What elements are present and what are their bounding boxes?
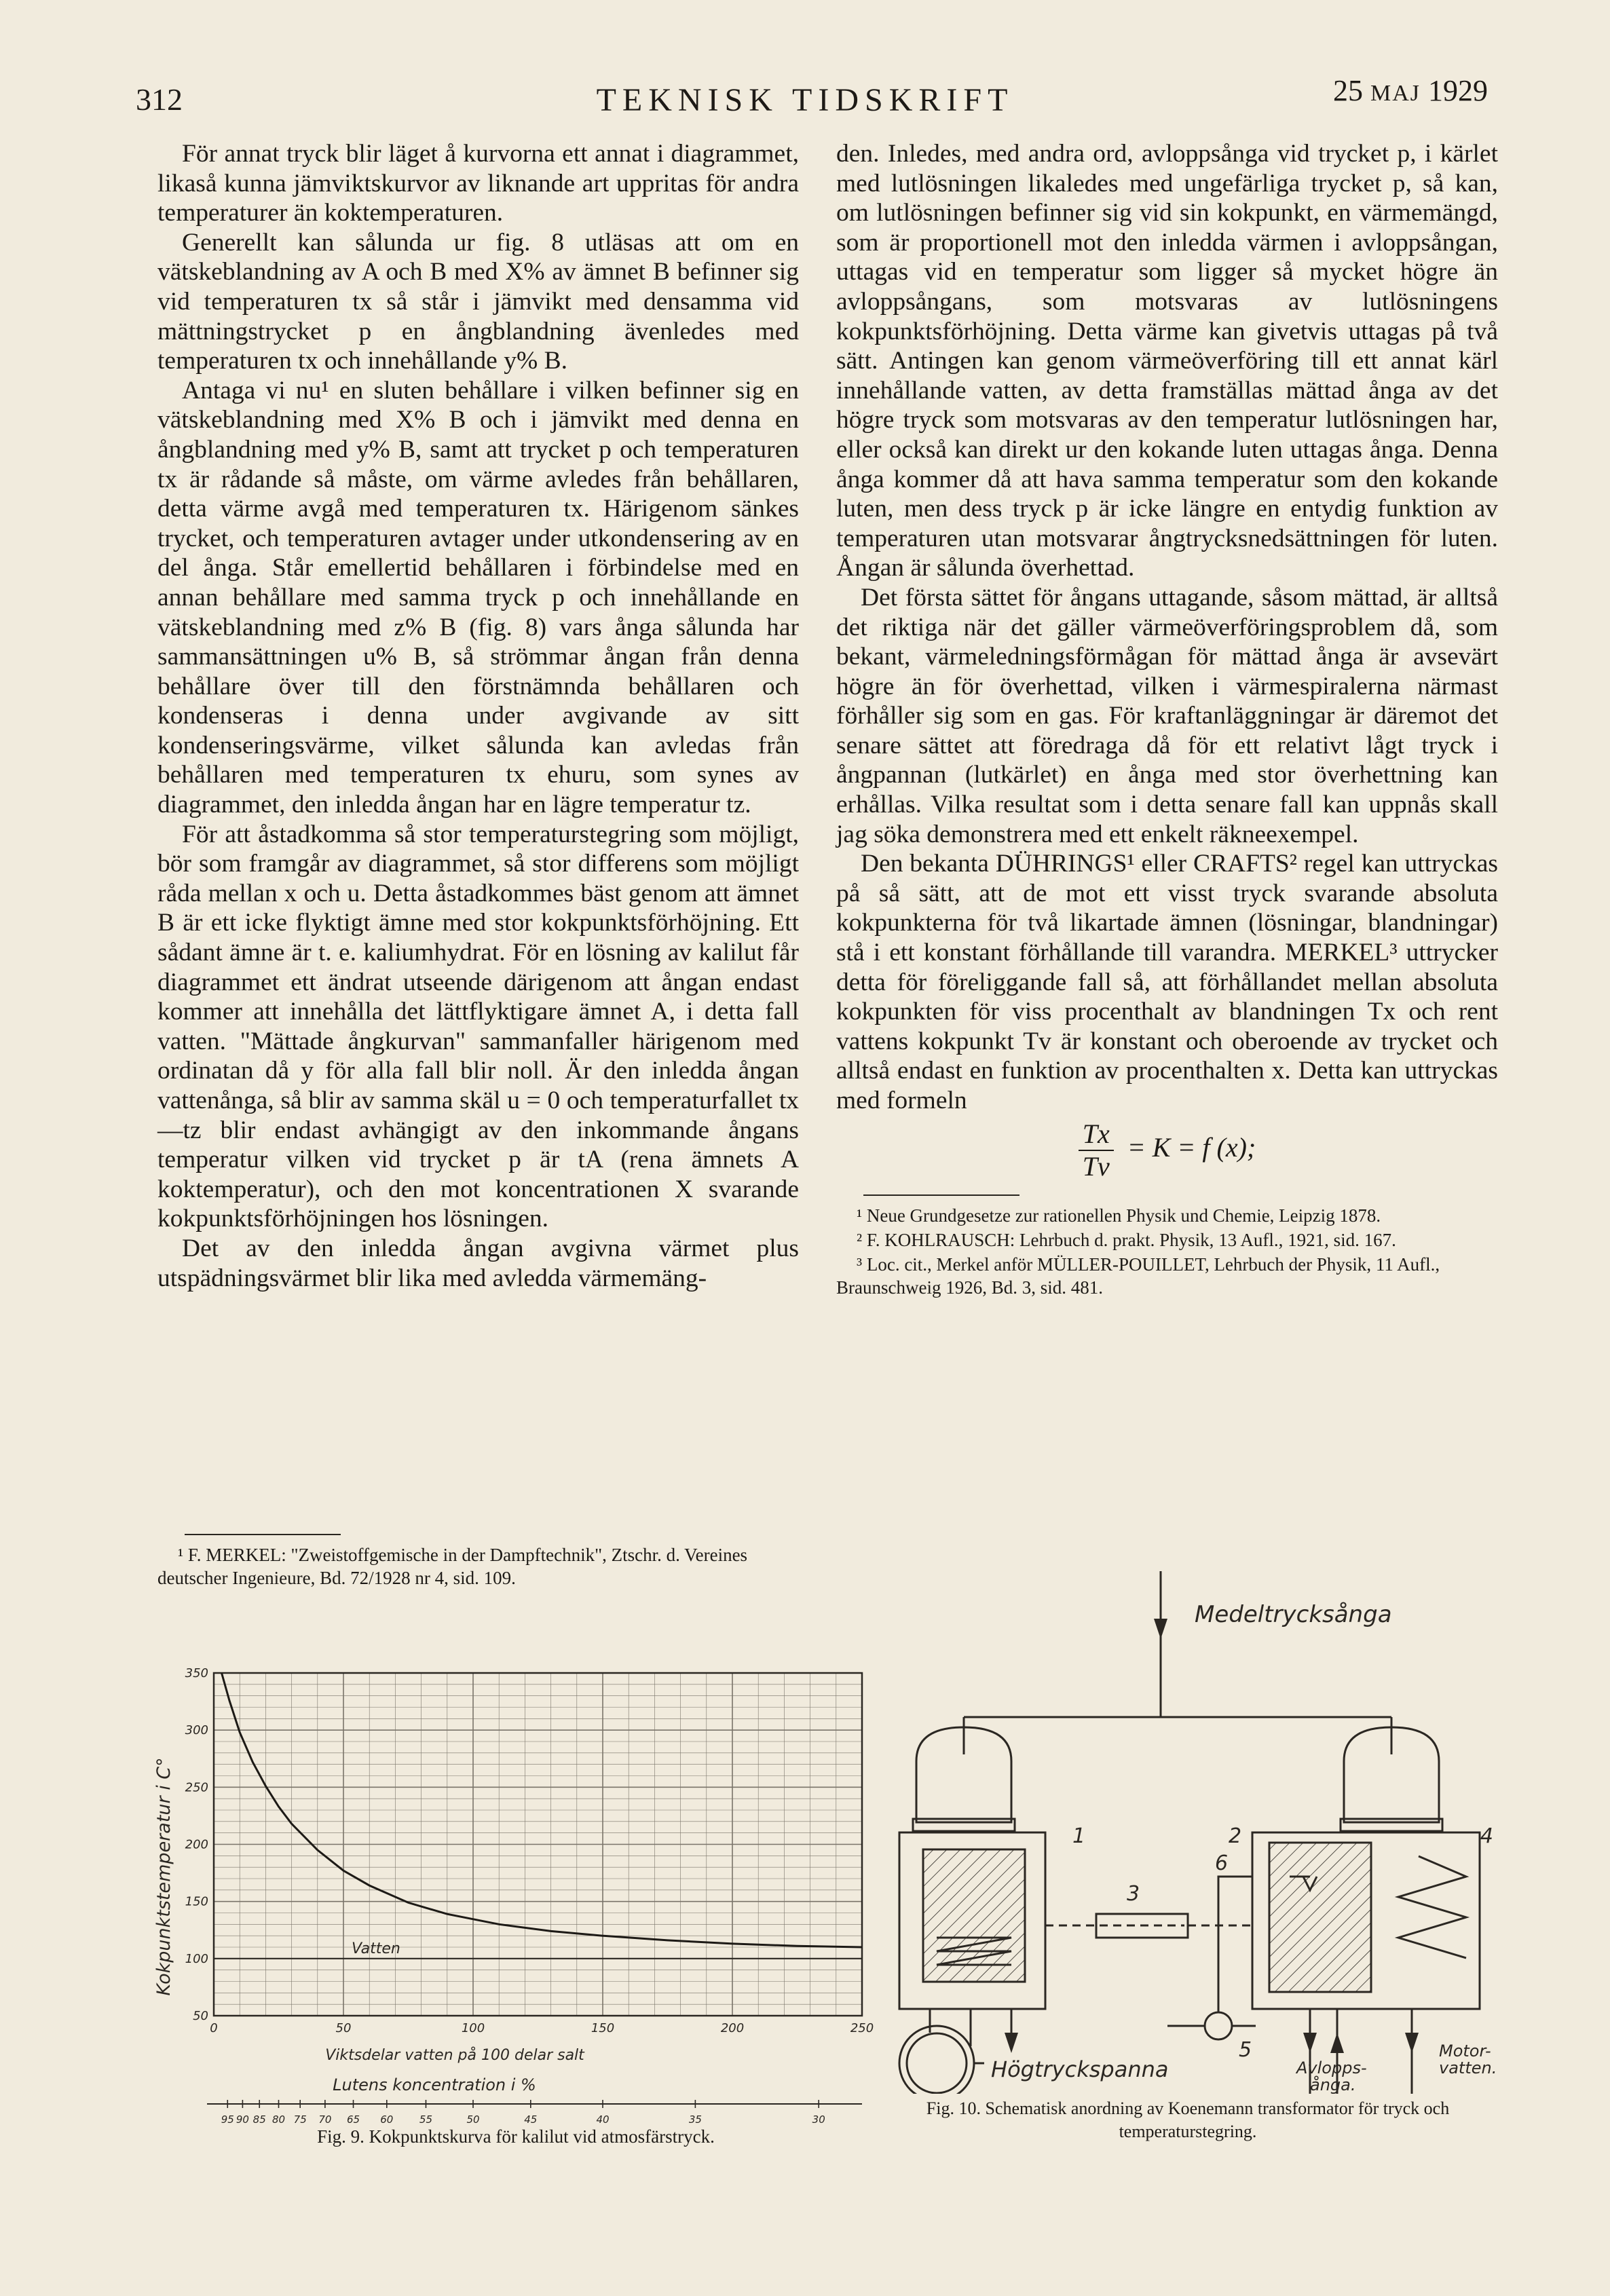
date-year: 1929 (1428, 74, 1488, 107)
concentration-tick-label: 50 (466, 2113, 480, 2126)
concentration-tick-label: 80 (272, 2113, 286, 2126)
label-medeltrycksanga: Medeltrycksånga (1195, 1601, 1392, 1628)
right-column (836, 139, 1498, 1300)
y-tick-label: 50 (193, 2009, 208, 2023)
footnote: ¹ Neue Grundgesetze zur rationellen Physik und Chemie, Leipzig 1878. (857, 1205, 1381, 1226)
date-day: 25 (1332, 74, 1363, 107)
concentration-tick-label: 60 (380, 2113, 394, 2126)
paragraph: För att åstadkomma så stor temperaturstegring som möjligt, bör som framgår av diagrammet, så stor differens som möjligt råda mellan x och u. Detta åstadkommes bäst genom att ämnet B är ett icke flyktigt ämne med stor kokpunktsförhöjning. Ett sådant ämne är t. e. kaliumhydrat. För en lösning av kalilut får diagrammet ett ändrat utseende därigenom att ångan endast kommer att innehålla det lättflyktigare ämnet A, i detta fall vatten. "Mättade ångkurvan" sammanfaller härigenom med ordinatan då y för alla fall blir noll. Är den inledda ångan vattenånga, så blir av samma skäl u = 0 och temperaturfallet tx—tz blir endast avhängigt av den inkommande ångans temperatur vilken vid trycket p är tA (rena ämnets A koktemperatur), och den mot koncentrationen X svarande kokpunktsförhöjningen hos lösningen. (157, 820, 799, 1233)
chart-svg (149, 1659, 882, 2128)
concentration-tick-label: 30 (812, 2113, 825, 2126)
concentration-tick-label: 55 (419, 2113, 433, 2126)
chart-ylabel: Kokpunktstemperatur i C° (153, 1757, 174, 1996)
left-column (157, 139, 799, 1293)
formula-denominator: Tv (1082, 1150, 1110, 1182)
x-tick-label: 150 (591, 2021, 615, 2035)
y-tick-label: 100 (185, 1951, 208, 1966)
formula (836, 1118, 1498, 1182)
x-tick-label: 200 (720, 2021, 745, 2035)
concentration-tick-label: 70 (318, 2113, 332, 2126)
label-3: 3 (1127, 1882, 1140, 1906)
footnote: ³ Loc. cit., Merkel anför MÜLLER-POUILLET, Lehrbuch der Physik, 11 Aufl., Braunschweig 1926, Bd. 3, sid. 481. (836, 1254, 1440, 1298)
footnote-rule (863, 1194, 1019, 1196)
formula-numerator: Tx (1079, 1118, 1114, 1151)
label-motorvatten-1: Motor- (1439, 2041, 1491, 2060)
x-tick-label: 250 (850, 2021, 874, 2035)
vessel-left-hatch (923, 1849, 1025, 1982)
label-hogtryckspanna: Högtryckspanna (991, 2056, 1169, 2082)
x-tick-label: 100 (461, 2021, 485, 2035)
arrow-avlopp (1303, 2033, 1317, 2053)
figure-9-chart (149, 1659, 882, 2175)
journal-title: TEKNISK TIDSKRIFT (596, 82, 1014, 118)
dome-left-flange (913, 1819, 1015, 1831)
paragraph: Den bekanta DÜHRINGS¹ eller CRAFTS² regel kan uttryckas på så sätt, att de mot ett visst tryck svarande absoluta kokpunkterna för två likartade ämnen (lösningar, blandningar) stå i ett konstant förhållande till varandra. MERKEL³ uttrycker detta för föreliggande fall så, att förhållandet mellan absoluta kokpunkten för viss procenthalt av blandningen Tx och rent vattens kokpunkt Tv är konstant och oberoende av trycket och alltså endast en funktion av procenthalten x. Detta kan uttryckas med formeln (836, 850, 1498, 1114)
figure-9-caption: Fig. 9. Kokpunktskurva för kalilut vid atmosfärstryck. (317, 2126, 715, 2147)
y-tick-label: 250 (185, 1780, 208, 1795)
arrow-up (1330, 2033, 1344, 2053)
formula-rest: = K = f (x); (1127, 1131, 1256, 1163)
paragraph: För annat tryck blir läget å kurvorna ett annat i diagrammet, likaså kunna jämviktskurvor av liknande art uppritas för andra temperaturer än koktemperaturen. (157, 140, 799, 227)
paragraph: Det av den inledda ångan avgivna värmet plus utspädningsvärmet blir lika med avledda värmemäng- (157, 1234, 799, 1292)
concentration-tick-label: 95 (221, 2113, 234, 2126)
figure-10-diagram (876, 1558, 1500, 2094)
paragraph: Det första sättet för ångans uttagande, såsom mättad, är alltså det riktiga när det gäller värmeöverföringsproblem då, som bekant, värmeledningsförmågan för mättad ånga är avsevärt högre än för överhettad, vilken i värmespiralerna närmast förhåller sig som en gas. För kraftanläggningar är däremot det senare sättet att föredraga då för ett relativt lågt tryck i ångpannan (lutkärlet) en ånga med stor överhettning kan erhållas. Vilka resultat som i detta senare fall kan uppnås skall jag söka demonstrera med ett enkelt räkneexempel. (836, 583, 1498, 848)
label-2: 2 (1229, 1824, 1242, 1848)
formula-fraction (1079, 1118, 1114, 1182)
y-tick-label: 150 (185, 1894, 208, 1909)
chart-reference-label: Vatten (352, 1940, 400, 1957)
figure-10-caption: Fig. 10. Schematisk anordning av Koenemann transformator för tryck och temperaturstegring. (926, 2099, 1450, 2141)
page-header (0, 68, 1610, 122)
label-avloppsanga-1: Avlopps- (1296, 2058, 1367, 2077)
vessel-right-hatch (1269, 1843, 1371, 1992)
arrow-down-medeltryck (1154, 1619, 1167, 1639)
arrow-left-pipe (1005, 2033, 1018, 2053)
label-5: 5 (1239, 2038, 1252, 2062)
concentration-tick-label: 85 (252, 2113, 266, 2126)
concentration-tick-label: 65 (346, 2113, 360, 2126)
label-4: 4 (1480, 1824, 1493, 1848)
label-avloppsanga-2: ånga. (1310, 2075, 1356, 2094)
chart-marks (214, 1673, 862, 1959)
diagram-svg (876, 1558, 1500, 2094)
pump-5 (1205, 2012, 1232, 2039)
x-tick-label: 50 (335, 2021, 352, 2035)
issue-date (1333, 73, 1488, 108)
date-month: MAJ (1370, 81, 1421, 106)
paragraph: Antaga vi nu¹ en sluten behållare i vilken befinner sig en vätskeblandning med X% B och i jämvikt med denna en ångblandning med y% B, samt att trycket p och temperaturen tx är rådande så måste, om värme avledes från behållaren, detta värme avgå med temperaturen tx. Härigenom sänkes trycket, och temperaturen avtager under utkondensering av en del ånga. Står emellertid behållaren i förbindelse med en annan behållare med samma tryck p och innehållande en vätskeblandning med z% B (fig. 8) vars ånga sålunda har sammansättningen u% B, så strömmar ångan från denna behållare över till den förstnämnda behållaren och kondenseras i denna under avgivande av sitt kondenseringsvärme, vilket sålunda kan avledas från behållaren med temperaturen tx ehuru, som synes av diagrammet, den inledda ångan har en lägre temperatur tz. (157, 376, 799, 819)
footnote: ² F. KOHLRAUSCH: Lehrbuch d. prakt. Physik, 13 Aufl., 1921, sid. 167. (857, 1229, 1396, 1250)
boiler (899, 2026, 974, 2094)
y-tick-label: 350 (185, 1666, 208, 1680)
label-6: 6 (1215, 1851, 1229, 1875)
y-tick-label: 200 (185, 1837, 208, 1852)
label-motorvatten-2: vatten. (1439, 2058, 1497, 2077)
label-1: 1 (1072, 1824, 1086, 1848)
x-tick-label: 0 (210, 2021, 218, 2035)
y-tick-label: 300 (185, 1723, 208, 1738)
arrow-motorvatten (1405, 2033, 1419, 2053)
concentration-tick-label: 90 (236, 2113, 249, 2126)
coil-right (1398, 1856, 1466, 1958)
concentration-tick-label: 45 (524, 2113, 538, 2126)
paragraph: Generellt kan sålunda ur fig. 8 utläsas att om en vätskeblandning av A och B med X% av ämnet B befinner sig vid temperaturen tx så står i jämvikt med densamma vid mättningstrycket p en ångblandning ävenledes med temperaturen tx och innehållande y% B. (157, 228, 799, 375)
dome-right-flange (1341, 1819, 1442, 1831)
concentration-tick-label: 75 (293, 2113, 307, 2126)
page-number: 312 (136, 82, 183, 117)
footnote-rule (185, 1534, 341, 1535)
paragraph: den. Inledes, med andra ord, avloppsånga vid trycket p, i kärlet med lutlösningen likaledes med ungefärliga trycket p, så kan, om lutlösningen befinner sig vid sin kokpunkt, en värmemängd, som är proportionell mot den inledda värmen i avloppsångan, uttagas vid en temperatur som ligger så mycket högre än avloppsångans, som motsvaras av lutlösningens kokpunktsförhöjning. Detta värme kan givetvis uttagas på två sätt. Antingen kan genom värmeöverföring till ett annat kärl innehållande vatten, av detta framställas mättad ånga av det högre tryck som motsvaras av den temperatur lutlösningen har, eller också kan direkt ur den kokande luten uttagas ånga. Denna ånga kommer då att hava samma temperatur som den kokande luten, men dess tryck p är icke längre en entydig funktion av temperaturen utan motsvarar ångtrycksnedsättningen för luten. Ångan är sålunda överhettad. (836, 140, 1498, 582)
right-footnotes (836, 1194, 1498, 1299)
concentration-tick-label: 40 (596, 2113, 610, 2126)
chart-xlabel-2: Lutens koncentration i % (333, 2075, 536, 2094)
chart-xlabel-1: Viktsdelar vatten på 100 delar salt (325, 2047, 584, 2064)
footnote: ¹ F. MERKEL: "Zweistoffgemische in der Dampftechnik", Ztschr. d. Vereines deutscher Ingenieure, Bd. 72/1928 nr 4, sid. 109. (157, 1545, 748, 1588)
left-footnotes (157, 1534, 799, 1592)
concentration-tick-label: 35 (688, 2113, 702, 2126)
